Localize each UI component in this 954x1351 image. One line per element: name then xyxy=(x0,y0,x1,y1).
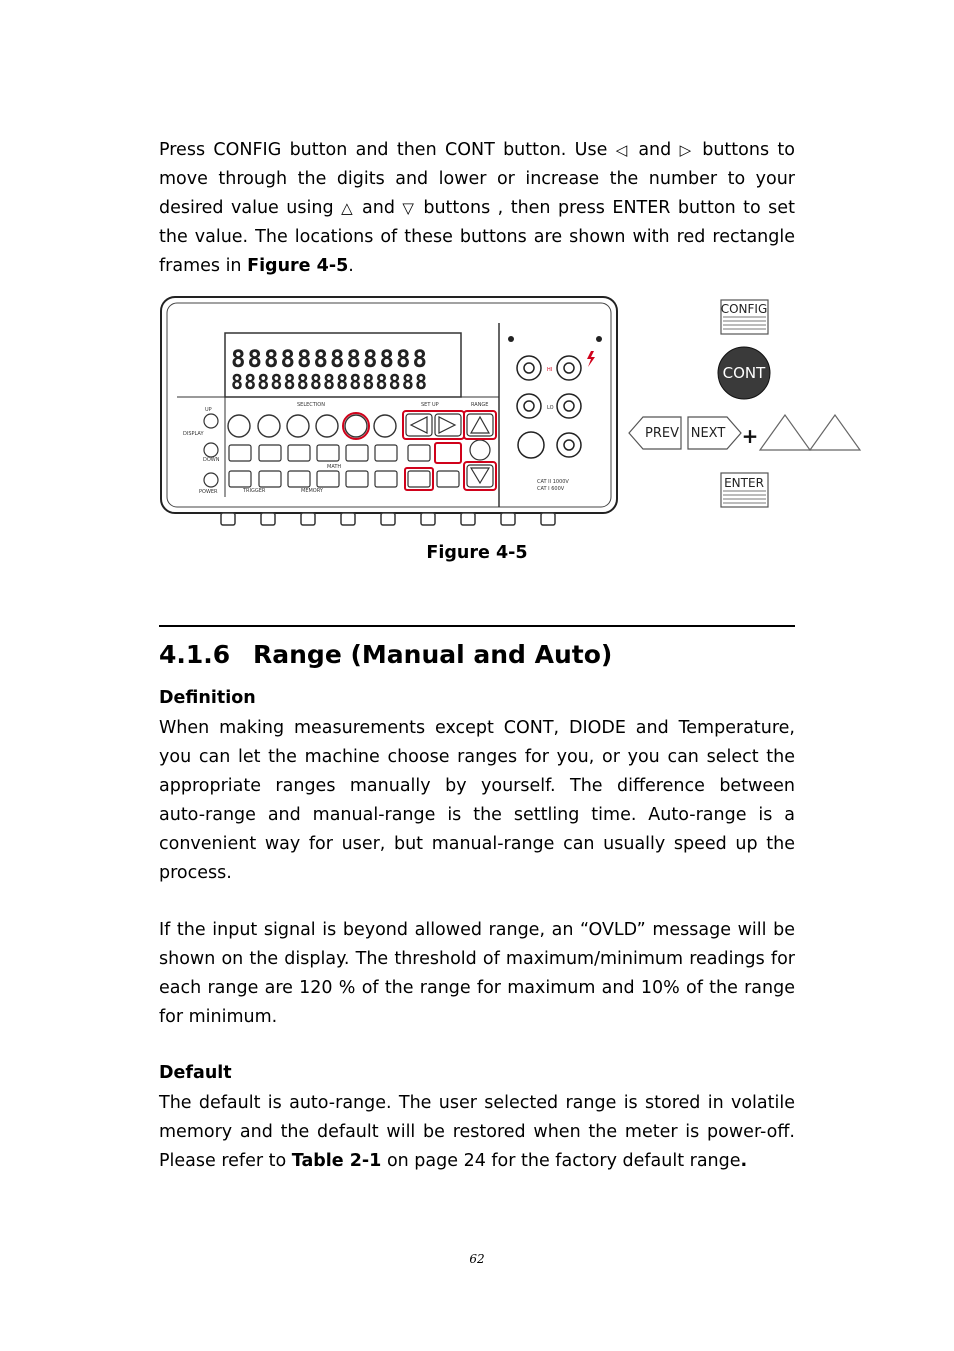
up-triangle-icon: △ xyxy=(341,199,355,217)
page-number: 62 xyxy=(469,1252,485,1266)
definition-line: each range are 120 % of the range for maximum and 10% of the range xyxy=(159,978,795,998)
meter-feet xyxy=(221,513,555,525)
next-label: NEXT xyxy=(690,426,726,441)
definition-line: shown on the display. The threshold of maximum/minimum readings for xyxy=(159,949,795,969)
definition-heading: Definition xyxy=(159,688,256,708)
default-line: The default is auto-range. The user selected range is stored in volatile xyxy=(159,1093,795,1113)
definition-line: for minimum. xyxy=(159,1007,278,1027)
intro-paragraph xyxy=(159,136,795,281)
figure-reference: Figure 4-5 xyxy=(247,256,349,276)
front-panel-figure xyxy=(159,293,865,533)
definition-line: appropriate ranges manually by yourself. The difference between xyxy=(159,776,795,796)
section-title: Range (Manual and Auto) xyxy=(253,640,613,669)
screw-icon xyxy=(596,336,602,342)
intro-line-1: Press CONFIG button and then CONT button. Use ◁ and ▷ buttons to xyxy=(159,140,795,160)
svg-text:SELECTION: SELECTION xyxy=(297,402,325,408)
meter-front-panel xyxy=(161,297,617,525)
svg-text:CAT I 600V: CAT I 600V xyxy=(537,486,565,492)
enter-button-illustration xyxy=(721,473,768,507)
svg-text:MEMORY: MEMORY xyxy=(301,488,323,494)
lcd-digits-row-1: 888888888888 xyxy=(231,345,427,373)
definition-line: process. xyxy=(159,863,232,883)
intro-line-5: frames in Figure 4-5. xyxy=(159,256,354,276)
config-button-illustration xyxy=(721,300,768,334)
intro-line-2: move through the digits and lower or increase the number to your xyxy=(159,169,795,189)
section-divider xyxy=(159,625,795,627)
up-triangle-button-icon-2 xyxy=(810,415,860,450)
svg-text:RANGE: RANGE xyxy=(471,402,489,408)
definition-line: If the input signal is beyond allowed range, an “OVLD” message will be xyxy=(159,920,795,940)
svg-text:TRIGGER: TRIGGER xyxy=(243,488,266,494)
svg-text:CAT II 1000V: CAT II 1000V xyxy=(537,479,569,485)
left-triangle-icon: ◁ xyxy=(615,141,630,159)
default-heading: Default xyxy=(159,1063,232,1083)
intro-line-4: the value. The locations of these buttons are shown with red rectangle xyxy=(159,227,795,247)
definition-paragraph-1 xyxy=(159,714,795,888)
section-heading xyxy=(159,640,612,669)
down-triangle-icon: ▽ xyxy=(402,199,416,217)
intro-line-3: desired value using △ and ▽ buttons , then press ENTER button to set xyxy=(159,198,795,218)
prev-label: PREV xyxy=(645,426,679,441)
definition-line: you can let the machine choose ranges for you, or you can select the xyxy=(159,747,795,767)
default-paragraph xyxy=(159,1089,795,1176)
svg-text:SET UP: SET UP xyxy=(421,402,439,408)
screw-icon xyxy=(508,336,514,342)
definition-line: convenient way for user, but manual-range can usually speed up the xyxy=(159,834,795,854)
svg-text:LO: LO xyxy=(547,405,554,411)
svg-text:HI: HI xyxy=(547,367,553,373)
next-button-illustration xyxy=(688,417,741,449)
plus-sign: + xyxy=(741,424,759,448)
figure-caption: Figure 4-5 xyxy=(426,543,528,563)
config-label: CONFIG xyxy=(720,302,768,316)
cont-label: CONT xyxy=(722,364,766,382)
svg-text:DOWN: DOWN xyxy=(203,457,220,463)
prev-button-illustration xyxy=(629,417,681,449)
section-number: 4.1.6 xyxy=(159,640,231,669)
right-triangle-icon: ▷ xyxy=(679,141,694,159)
up-triangle-button-icon xyxy=(760,415,810,450)
svg-text:DISPLAY: DISPLAY xyxy=(183,431,204,437)
table-reference: Table 2-1 xyxy=(291,1151,382,1171)
lcd-digits-row-2: 888888888888888 xyxy=(231,370,427,394)
default-line: memory and the default will be restored when the meter is power-off. xyxy=(159,1122,795,1142)
svg-text:UP: UP xyxy=(205,407,212,413)
svg-text:POWER: POWER xyxy=(199,489,218,495)
definition-line: When making measurements except CONT, DIODE and Temperature, xyxy=(159,718,795,738)
enter-label: ENTER xyxy=(724,476,764,490)
default-line: Please refer to Table 2-1 on page 24 for the factory default range. xyxy=(159,1151,748,1171)
definition-paragraph-2 xyxy=(159,916,795,1032)
cont-button-illustration xyxy=(718,347,770,399)
definition-line: auto-range and manual-range is the settling time. Auto-range is a xyxy=(159,805,795,825)
svg-text:MATH: MATH xyxy=(327,464,342,470)
